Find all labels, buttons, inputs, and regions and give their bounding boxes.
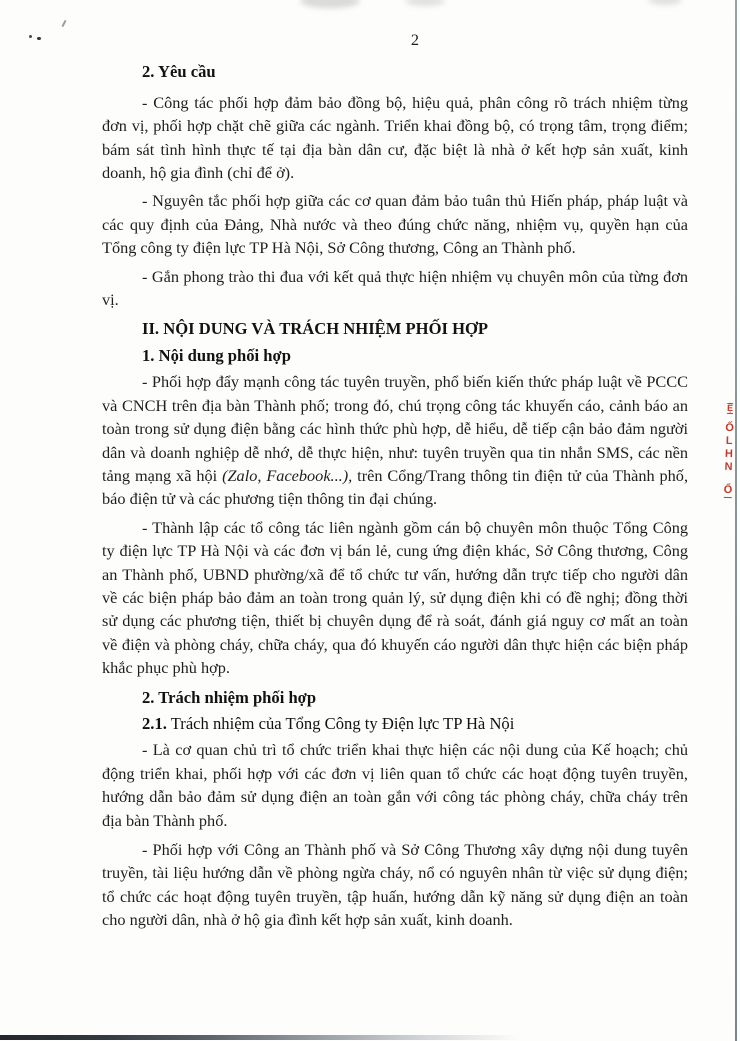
paragraph: - Thành lập các tổ công tác liên ngành gồm cán bộ chuyên môn thuộc Tổng Công ty điện lực TP Hà Nội và các đơn vị bán lẻ, cung ứng điện khác, Sở Công thương, Công an Thành phố, UBND phường/xã để tổ chức tư vấn, hướng dẫn trực tiếp cho người dân về các biện pháp bảo đảm an toàn trong quản lý, sử dụng điện khi có đề nghị; đồng thời sử dụng các phương tiện, thiết bị chuyên dụng để rà soát, đánh giá nguy cơ mất an toàn về điện và phòng cháy, chữa cháy, qua đó khuyến cáo người dân thực hiện các biện pháp khắc phục phù hợp. — [102, 517, 688, 678]
stamp-letter: Ố — [725, 421, 735, 435]
heading-number: 2.1. — [142, 713, 167, 733]
scan-smudge — [300, 0, 360, 8]
paragraph: - Gắn phong trào thi đua với kết quả thực hiện nhiệm vụ chuyên môn của từng đơn vị. — [102, 266, 688, 310]
paragraph-text: - Phối hợp đẩy mạnh công tác tuyên truyền, phổ biến kiến thức pháp luật về PCCC và CNCH trên địa bàn Thành phố; trong đó, chú trọng công tác khuyến cáo, cảnh báo an toàn trong sử dụng điện bằng các hình thức phù hợp, dễ hiểu, dễ tiếp cận bảo đảm người dân và doanh nghiệp dễ nhớ, dễ thực hiện, như: tuyên truyền qua tin nhắn SMS, các nền tảng mạng xã hội — [102, 372, 688, 485]
document-text-column — [102, 28, 688, 937]
scan-smudge — [405, 0, 445, 6]
scanner-bottom-bar — [0, 1035, 520, 1040]
paragraph: - Là cơ quan chủ trì tổ chức triển khai thực hiện các nội dung của Kế hoạch; chủ động triển khai, phối hợp với các đơn vị liên quan tổ chức các hoạt động tuyên truyền, hướng dẫn bảo đảm sử dụng điện an toàn gắn với công tác phòng cháy, chữa cháy trên địa bàn Thành phố. — [102, 740, 688, 830]
stamp-letter: L — [725, 434, 733, 448]
paragraph: - Phối hợp với Công an Thành phố và Sở Công Thương xây dựng nội dung tuyên truyền, tài liệu hướng dẫn về phòng ngừa cháy, nổ có nguyên nhân từ việc sử dụng điện; tổ chức các hoạt động tuyên truyền, tập huấn, hướng dẫn kỹ năng sử dụng điện an toàn cho người dân, nhà ở hộ gia đình kết hợp sản xuất, kinh doanh. — [102, 840, 688, 930]
paragraph: - Nguyên tắc phối hợp giữa các cơ quan đảm bảo tuân thủ Hiến pháp, pháp luật và các quy định của Đảng, Nhà nước và theo đúng chức năng, nhiệm vụ, quyền hạn của Tổng công ty điện lực TP Hà Nội, Sở Công thương, Công an Thành phố. — [102, 191, 688, 258]
heading-yeu-cau: 2. Yêu cầu — [142, 62, 216, 82]
heading-trach-nhiem-phoi-hop: 2. Trách nhiệm phối hợp — [142, 687, 317, 707]
heading-trach-nhiem-evn-hanoi — [102, 712, 688, 735]
stamp-letter: H — [724, 447, 734, 461]
paragraph — [102, 370, 688, 510]
paragraph: - Công tác phối hợp đảm bảo đồng bộ, hiệu quả, phân công rõ trách nhiệm từng đơn vị, phối hợp chặt chẽ giữa các ngành. Triển khai đồng bộ, có trọng tâm, trọng điểm; bám sát tình hình thực tế tại địa bàn dân cư, đặc biệt là nhà ở kết hợp sản xuất, kinh doanh, hộ gia đình (chỉ để ở). — [102, 92, 688, 183]
scan-noise-dot — [37, 37, 41, 40]
italic-social-networks: (Zalo, Facebook...), — [222, 465, 353, 485]
scanner-page-edge-line — [735, 0, 737, 1041]
scan-smudge — [648, 0, 682, 5]
scan-noise-dot — [29, 35, 32, 38]
scan-noise-mark — [61, 20, 66, 27]
heading-noi-dung-trach-nhiem: II. NỘI DUNG VÀ TRÁCH NHIỆM PHỐI HỢP — [142, 319, 489, 339]
paragraph-text: trên Cổng/Trang thông tin điện tử của Thành phố, báo điện tử và các phương tiện thông tin đại chúng. — [102, 465, 689, 509]
heading-noi-dung-phoi-hop: 1. Nội dung phối hợp — [142, 345, 291, 365]
stamp-letter: N — [724, 460, 733, 474]
page-number: 2 — [410, 30, 420, 49]
stamp-letter: Ổ — [723, 483, 733, 497]
heading-text: Trách nhiệm của Tổng Công ty Điện lực TP Hà Nội — [166, 713, 515, 733]
stamp-letter: Ệ — [726, 402, 734, 414]
